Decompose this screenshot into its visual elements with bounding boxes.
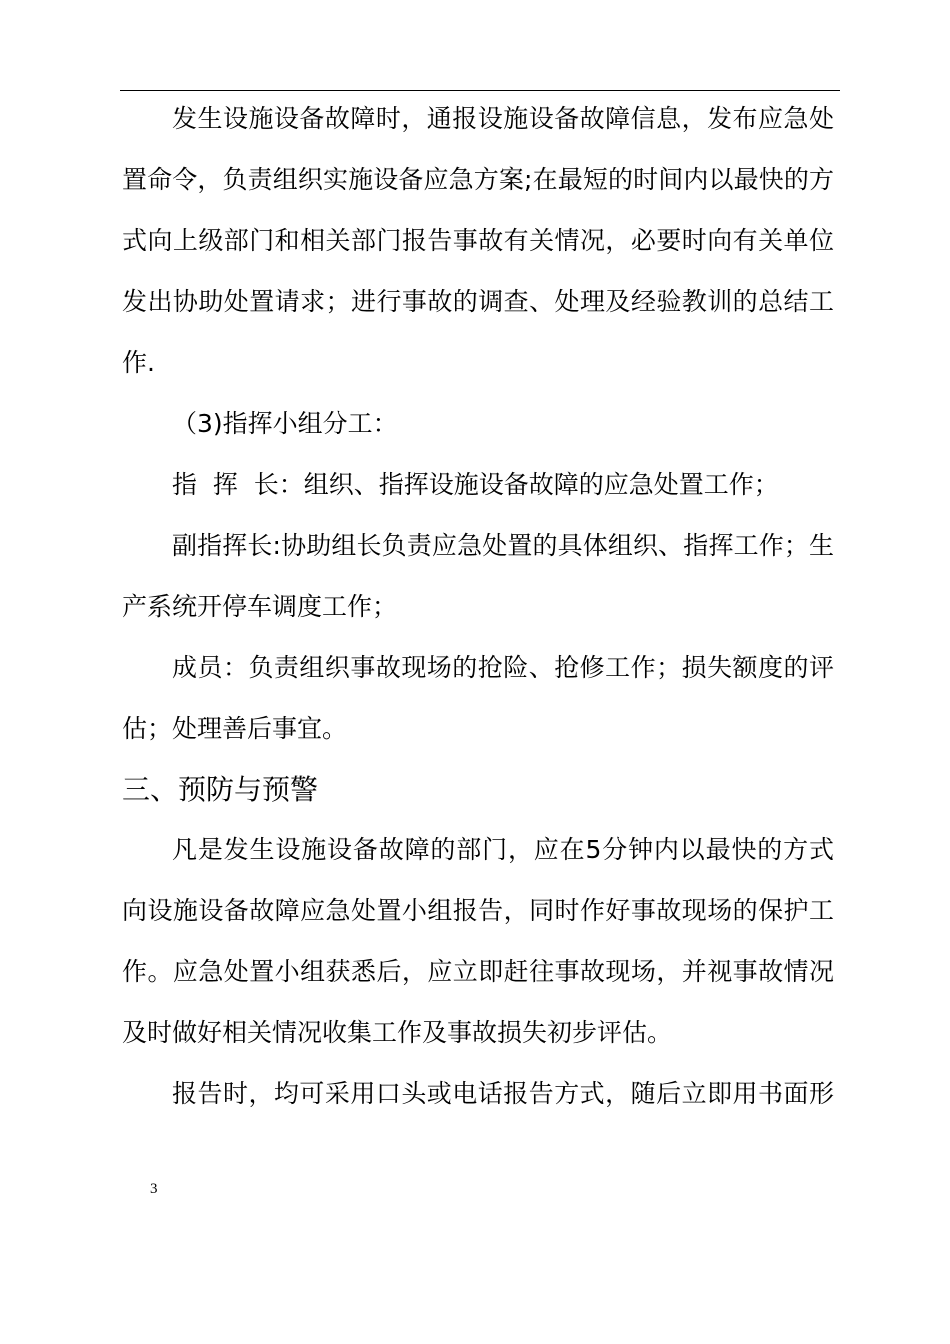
paragraph-line: 发生设施设备故障时，通报设施设备故障信息，发布应急处 bbox=[172, 104, 834, 133]
role-line: 产系统开停车调度工作； bbox=[122, 592, 398, 621]
paragraph-line: 向设施设备故障应急处置小组报告，同时作好事故现场的保护工 bbox=[122, 896, 834, 925]
paragraph-line: 作. bbox=[122, 348, 155, 377]
paragraph-line: 式向上级部门和相关部门报告事故有关情况，必要时向有关单位 bbox=[122, 226, 834, 255]
role-line: 估；处理善后事宜。 bbox=[122, 714, 348, 743]
role-line: 成员：负责组织事故现场的抢险、抢修工作；损失额度的评 bbox=[172, 653, 834, 682]
header-rule bbox=[120, 90, 840, 91]
role-line: 指 挥 长：组织、指挥设施设备故障的应急处置工作； bbox=[172, 470, 779, 499]
page-number: 3 bbox=[150, 1181, 158, 1197]
paragraph-line: 作。应急处置小组获悉后，应立即赶往事故现场，并视事故情况 bbox=[122, 957, 834, 986]
paragraph-line: 凡是发生设施设备故障的部门，应在5分钟内以最快的方式 bbox=[172, 835, 834, 864]
subheading: （3)指挥小组分工： bbox=[172, 409, 398, 438]
role-line: 副指挥长:协助组长负责应急处置的具体组织、指挥工作；生 bbox=[172, 531, 834, 560]
paragraph-line: 报告时，均可采用口头或电话报告方式，随后立即用书面形 bbox=[172, 1079, 834, 1108]
paragraph-line: 及时做好相关情况收集工作及事故损失初步评估。 bbox=[122, 1018, 673, 1047]
paragraph-line: 置命令，负责组织实施设备应急方案;在最短的时间内以最快的方 bbox=[122, 165, 834, 194]
paragraph-line: 发出协助处置请求；进行事故的调查、处理及经验教训的总结工 bbox=[122, 287, 834, 316]
section-heading: 三、预防与预警 bbox=[122, 773, 319, 806]
